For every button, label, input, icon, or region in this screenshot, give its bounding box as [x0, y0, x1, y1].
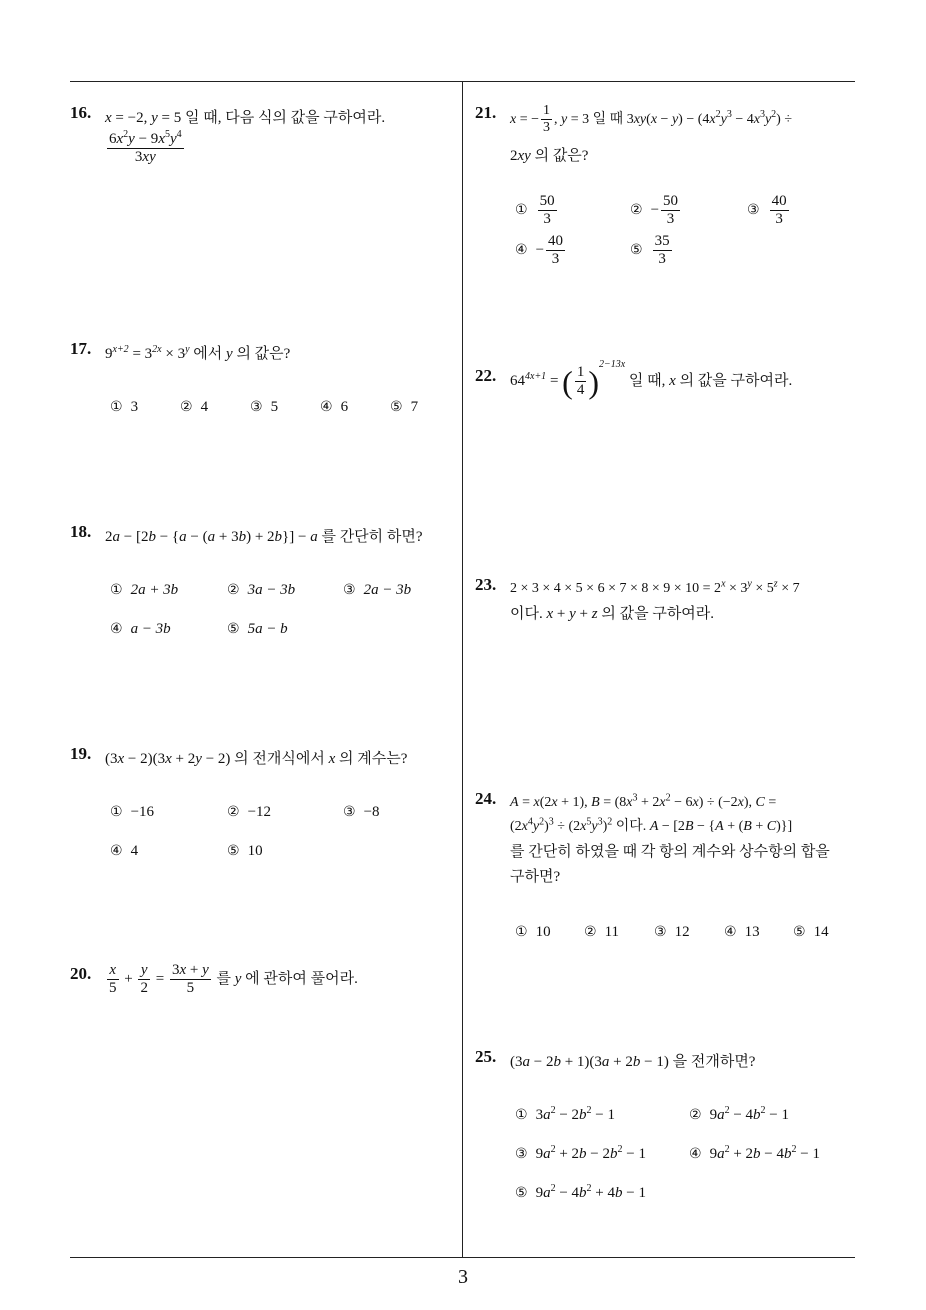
- problem-number: 21.: [475, 103, 497, 122]
- expression-fraction: $\frac{6x^2y - 9x^5y^4}{3xy}$: [109, 129, 182, 166]
- choice-5[interactable]: ⑤ $\frac{35}{3}$: [630, 233, 670, 268]
- choice-4[interactable]: ④ − $\frac{40}{3}$: [515, 233, 564, 268]
- problem-text: $9^{x+2} = 3^{2x} \times 3^y$ 에서 y 의 값은?: [105, 344, 291, 362]
- choice-5[interactable]: ⑤ 14: [793, 924, 829, 940]
- choice-2[interactable]: ② 4: [180, 399, 209, 415]
- problem-number: 25.: [475, 1047, 497, 1066]
- choice-2[interactable]: ② 11: [584, 924, 620, 940]
- column-divider: [462, 81, 463, 1258]
- problem-text: $2 \times 3 \times 4 \times 5 \times 6 \times 7 \times 8 \times 9 \times 10 = 2^x \times 3^y \times 5^z \times 7$: [510, 578, 800, 596]
- problem-23: [475, 575, 860, 635]
- choice-2[interactable]: ② 3a − 3b: [227, 582, 296, 598]
- problem-text-line2: $(2x^4y^2)^3 \div (2x^5y^3)^2$ 이다. A − [2B − {A + (B + C)}]: [510, 816, 793, 834]
- choice-2[interactable]: ② − $\frac{50}{3}$: [630, 193, 679, 228]
- problem-number: 16.: [70, 103, 92, 122]
- problem-text: x = − $\frac{1}{3}$ , y = 3 일 때 $3xy(x - y) - (4x^2y^3 - 4x^3y^2)$ ÷: [510, 103, 793, 136]
- choice-2[interactable]: ② −12: [227, 804, 272, 820]
- choice-3[interactable]: ③ −8: [343, 804, 380, 820]
- choice-2[interactable]: ② $9a^2 - 4b^2 - 1$: [689, 1105, 789, 1123]
- problem-number: 17.: [70, 339, 92, 358]
- choice-3[interactable]: ③ 2a − 3b: [343, 582, 412, 598]
- problem-text: 2a − [2b − {a − (a + 3b) + 2b}] − a 를 간단히 하면?: [105, 529, 423, 545]
- choice-3[interactable]: ③ $\frac{40}{3}$: [747, 193, 787, 228]
- problem-text-line2: 이다. x + y + z 의 값을 구하여라.: [510, 606, 715, 622]
- problem-number: 23.: [475, 575, 497, 594]
- problem-text: (3x − 2)(3x + 2y − 2) 의 전개식에서 x 의 계수는?: [105, 751, 408, 767]
- problem-number: 22.: [475, 366, 497, 385]
- problem-22: [475, 359, 860, 414]
- problem-text-line3: 를 간단히 하였을 때 각 항의 계수와 상수항의 합을: [510, 844, 830, 860]
- choice-3[interactable]: ③ 5: [250, 399, 279, 415]
- problem-18: [70, 522, 450, 652]
- problem-text: A = x(2x + 1), $B = (8x^3 + 2x^2 - 6x) \div (-2x)$, C =: [510, 792, 777, 810]
- choice-3[interactable]: ③ $9a^2 + 2b - 2b^2 - 1$: [515, 1144, 646, 1162]
- problem-17: [70, 339, 450, 429]
- choice-4[interactable]: ④ 13: [724, 924, 760, 940]
- page-number: 3: [458, 1266, 468, 1288]
- problem-number: 19.: [70, 744, 92, 763]
- problem-text-line4: 구하면?: [510, 869, 561, 885]
- problem-19: [70, 744, 450, 874]
- bottom-rule: [70, 1257, 855, 1258]
- choice-1[interactable]: ① 10: [515, 924, 551, 940]
- choice-1[interactable]: ① $\frac{50}{3}$: [515, 193, 555, 228]
- choice-1[interactable]: ① 2a + 3b: [110, 582, 179, 598]
- problem-number: 20.: [70, 964, 92, 983]
- problem-24: [475, 789, 860, 949]
- choice-4[interactable]: ④ 6: [320, 399, 349, 415]
- problem-text: (3a − 2b + 1)(3a + 2b − 1) 을 전개하면?: [510, 1054, 756, 1070]
- choice-3[interactable]: ③ 12: [654, 924, 690, 940]
- problem-text: $\frac{x}{5}$ + $\frac{y}{2}$ = $\frac{3x + y}{5}$ 를 y 에 관하여 풀어라.: [109, 962, 358, 997]
- choice-1[interactable]: ① $3a^2 - 2b^2 - 1$: [515, 1105, 615, 1123]
- choice-4[interactable]: ④ $9a^2 + 2b - 4b^2 - 1$: [689, 1144, 820, 1162]
- choice-4[interactable]: ④ a − 3b: [110, 621, 171, 637]
- choice-4[interactable]: ④ 4: [110, 843, 139, 859]
- choice-5[interactable]: ⑤ 10: [227, 843, 263, 859]
- problem-20: [70, 964, 450, 1014]
- choice-5[interactable]: ⑤ 5a − b: [227, 621, 288, 637]
- problem-text: x = −2, y = 5 일 때, 다음 식의 값을 구하여라.: [105, 110, 386, 126]
- problem-text: $64^{4x+1}$ = ( $\frac{1}{4}$ )$^{2-13x}$ 일 때, x 의 값을 구하여라.: [510, 359, 793, 400]
- problem-text-line2: 2xy 의 값은?: [510, 148, 589, 164]
- choice-5[interactable]: ⑤ $9a^2 - 4b^2 + 4b - 1$: [515, 1183, 646, 1201]
- problem-number: 24.: [475, 789, 497, 808]
- choice-5[interactable]: ⑤ 7: [390, 399, 419, 415]
- problem-21: [475, 103, 860, 278]
- problem-number: 18.: [70, 522, 92, 541]
- choice-1[interactable]: ① −16: [110, 804, 155, 820]
- choice-1[interactable]: ① 3: [110, 399, 139, 415]
- problem-25: [475, 1047, 860, 1217]
